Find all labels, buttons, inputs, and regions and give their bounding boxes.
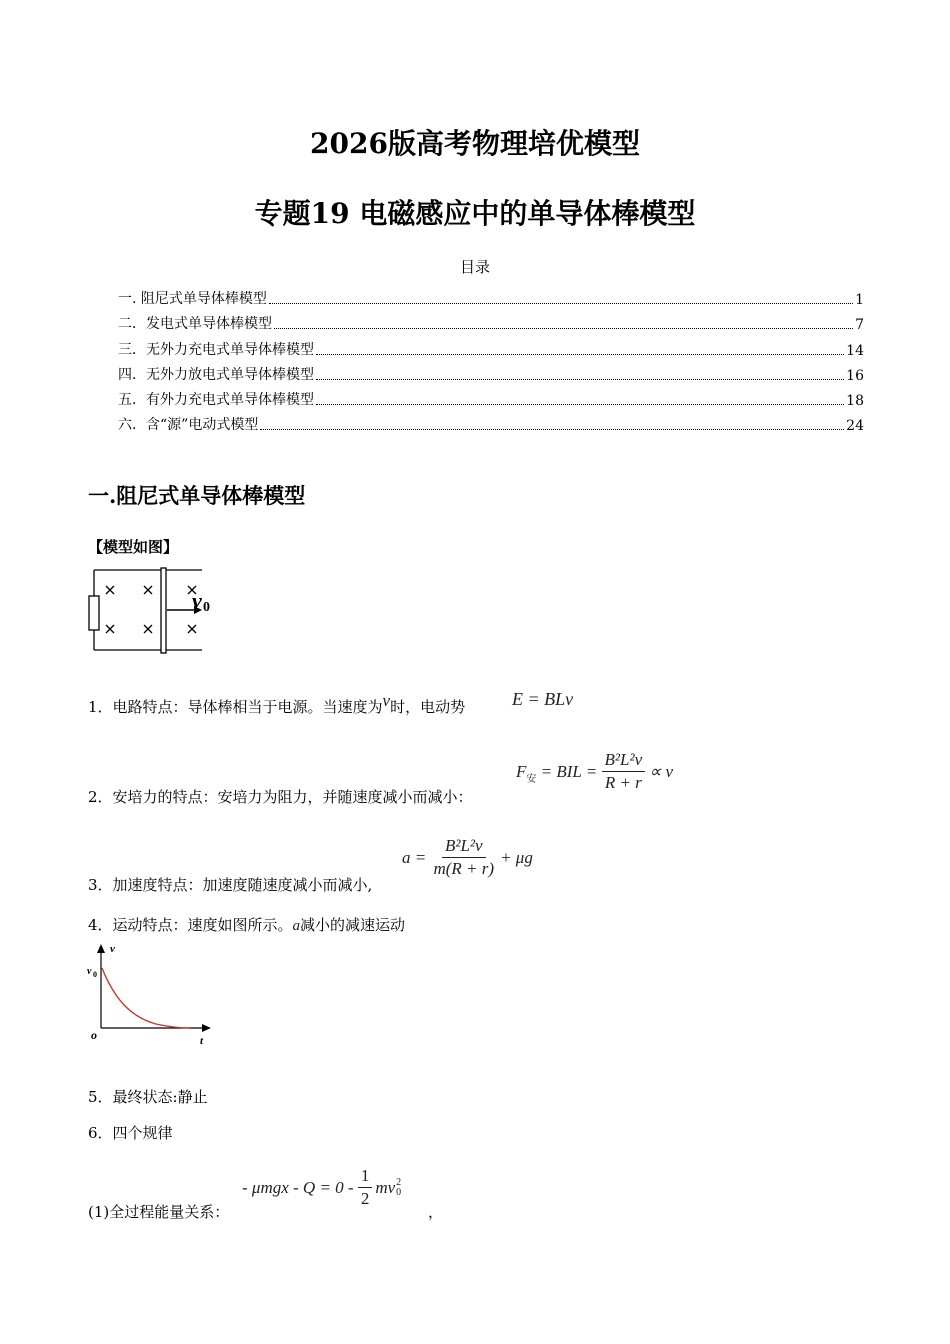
section-heading: 一.阻尼式单导体棒模型 <box>88 483 306 508</box>
toc-leader <box>269 303 853 304</box>
formula-energy: - μmgx - Q = 0 - $\frac{1}{2}$ mv 2 0 <box>242 1166 402 1208</box>
resistor-icon <box>89 596 99 630</box>
var-a: a <box>292 918 301 934</box>
toc-leader <box>316 404 844 405</box>
fraction: $\frac{\text{B²L²v}}{R + r}$ <box>602 750 646 793</box>
formula-acceleration: a = $\frac{\text{B²L²v}}{m(R + r)}$ + μg <box>402 836 533 878</box>
var-v: v <box>382 691 391 710</box>
point-acceleration: 3．加速度特点：加速度随速度减小而减小, <box>88 876 373 894</box>
point-final-state: 5．最终状态:静止 <box>88 1088 208 1106</box>
fraction: $\frac{\text{B²L²v}}{m(R + r)}$ <box>433 836 495 878</box>
toc-leader <box>316 379 844 380</box>
toc-entry[interactable] <box>118 288 864 308</box>
circuit-diagram <box>86 566 220 656</box>
energy-relation-label: (1)全过程能量关系： <box>88 1203 230 1221</box>
toc-entry[interactable] <box>118 389 864 409</box>
y-axis-arrow-icon <box>97 944 105 953</box>
toc-entry-label: 六．含“源”电动式模型 <box>118 417 259 433</box>
toc-entry-label: 二．发电式单导体棒模型 <box>118 316 272 332</box>
v0-subscript: 0 <box>93 970 97 979</box>
toc-entry-label: 一. 阻尼式单导体棒模型 <box>118 291 267 307</box>
toc-leader <box>260 429 844 430</box>
conductor-rod[interactable] <box>161 568 166 653</box>
point-circuit: 1．电路特点：导体棒相当于电源。当速度为v时，电动势 <box>88 691 466 716</box>
x-axis-label: t <box>200 1035 204 1047</box>
toc-entry-page: 18 <box>846 393 864 409</box>
formula-ampere-force: F $_安$ = BIL = $\frac{\text{B²L²v}}{R + r}$ ∝ v <box>516 750 674 792</box>
toc-entry-page: 16 <box>846 368 864 384</box>
toc-entry[interactable] <box>118 364 864 384</box>
x-axis-arrow-icon <box>202 1024 211 1032</box>
toc-entry[interactable] <box>118 339 864 359</box>
toc-entry-label: 四．无外力放电式单导体棒模型 <box>118 367 314 383</box>
toc-leader <box>316 354 844 355</box>
toc-leader <box>274 328 853 329</box>
origin-label: o <box>91 1028 97 1042</box>
formula-emf: E = BLv <box>512 689 574 709</box>
y-axis-label: v <box>110 943 115 955</box>
toc-entry[interactable] <box>118 414 864 434</box>
velocity-subscript: 0 <box>203 600 210 615</box>
point-ampere-force: 2．安培力的特点：安培力为阻力，并随速度减小而减小： <box>88 788 473 806</box>
document-title: 2026版高考物理培优模型 <box>310 127 640 160</box>
toc-entry[interactable] <box>118 313 864 333</box>
point-four-laws: 6．四个规律 <box>88 1124 173 1142</box>
toc-entry-page: 7 <box>855 317 864 333</box>
trailing-comma: ， <box>428 1203 444 1221</box>
toc-entry-label: 三．无外力充电式单导体棒模型 <box>118 342 314 358</box>
toc-heading: 目录 <box>459 258 490 276</box>
fraction: $\frac{1}{2}$ <box>358 1166 373 1209</box>
velocity-time-graph <box>84 940 219 1048</box>
toc-entry-label: 五．有外力充电式单导体棒模型 <box>118 392 314 408</box>
model-label: 【模型如图】 <box>88 538 179 556</box>
toc-entry-page: 1 <box>855 292 864 308</box>
velocity-label: v <box>192 588 202 613</box>
v0-label: v <box>87 966 92 977</box>
decay-curve <box>102 968 190 1028</box>
point-motion: 4．运动特点：速度如图所示。a减小的减速运动 <box>88 916 406 934</box>
toc-entry-page: 14 <box>846 343 864 359</box>
toc-entry-page: 24 <box>846 418 864 434</box>
document-subtitle: 专题19 电磁感应中的单导体棒模型 <box>254 197 696 230</box>
